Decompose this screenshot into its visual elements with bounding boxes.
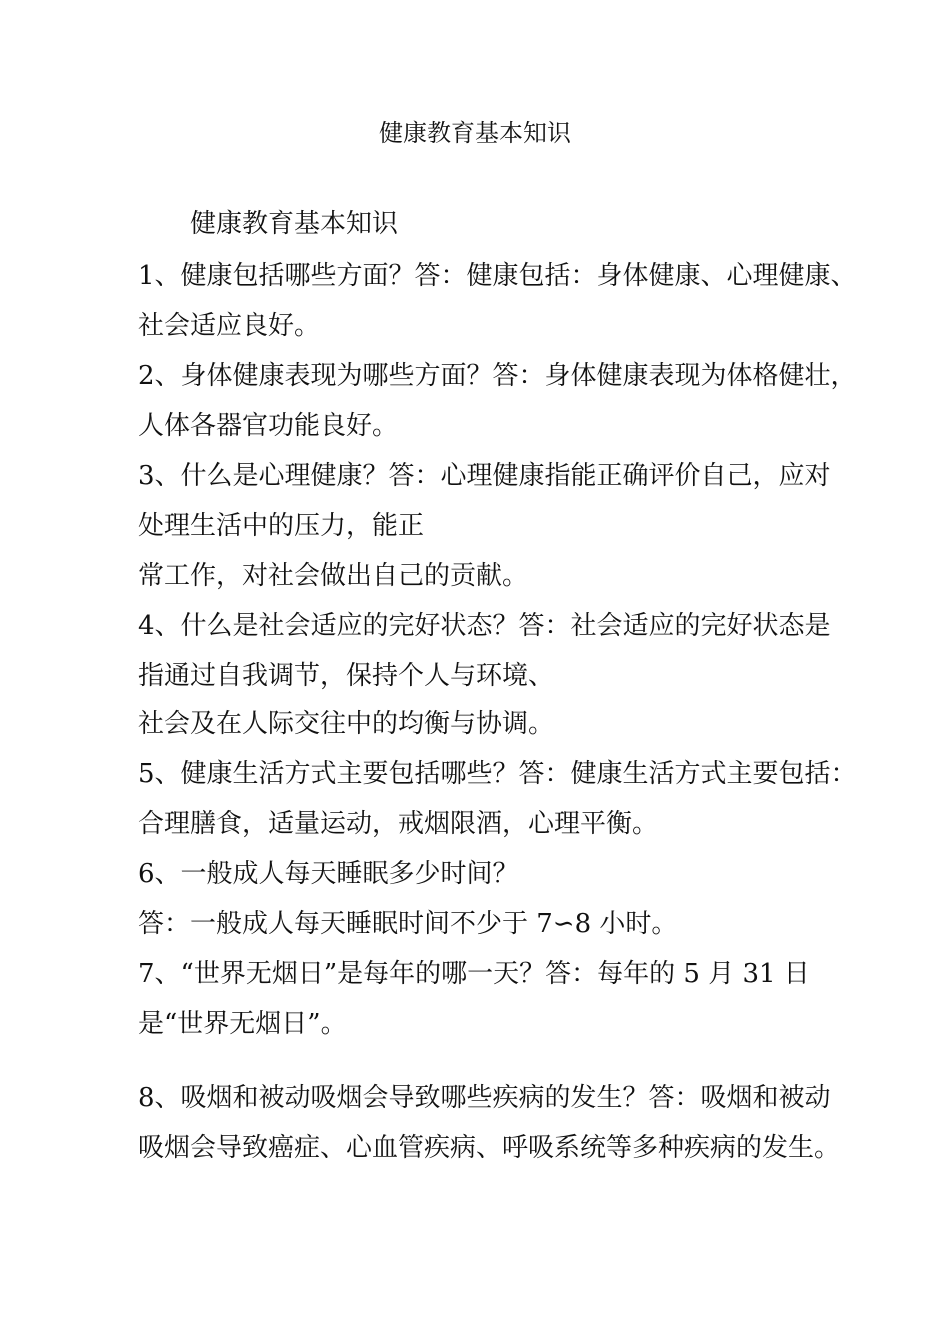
text-line-a5: 合理膳食，适量运动，戒烟限酒，心理平衡。 [138, 809, 659, 839]
text-line-a6: 答：一般成人每天睡眠时间不少于 7∽8 小时。 [138, 909, 678, 939]
text-line-q6: 6、一般成人每天睡眠多少时间？ [138, 859, 519, 889]
text-line-q1: 1、健康包括哪些方面？答：健康包括：身体健康、心理健康、 [138, 261, 857, 291]
text-line-q3: 3、什么是心理健康？答：心理健康指能正确评价自己，应对 [138, 461, 831, 491]
text-line-a2: 人体各器官功能良好。 [138, 411, 399, 441]
document-subtitle: 健康教育基本知识 [190, 209, 399, 239]
text-line-a3a: 处理生活中的压力，能正 [138, 511, 425, 541]
text-line-a3b: 常工作，对社会做出自己的贡献。 [138, 561, 529, 591]
text-line-a1: 社会适应良好。 [138, 311, 321, 341]
document-title: 健康教育基本知识 [379, 119, 571, 147]
text-line-q7: 7、“世界无烟日”是每年的哪一天？答：每年的 5 月 31 日 [138, 959, 810, 989]
text-line-a8: 吸烟会导致癌症、心血管疾病、呼吸系统等多种疾病的发生。 [138, 1133, 841, 1163]
text-line-q8: 8、吸烟和被动吸烟会导致哪些疾病的发生？答：吸烟和被动 [138, 1083, 831, 1113]
text-line-q2: 2、身体健康表现为哪些方面？答：身体健康表现为体格健壮， [138, 361, 857, 391]
text-line-q4: 4、什么是社会适应的完好状态？答：社会适应的完好状态是 [138, 611, 831, 641]
text-line-a4a: 指通过自我调节，保持个人与环境、 [138, 661, 555, 691]
text-line-a7: 是“世界无烟日”。 [138, 1009, 347, 1039]
text-line-q5: 5、健康生活方式主要包括哪些？答：健康生活方式主要包括： [138, 759, 857, 789]
text-line-a4b: 社会及在人际交往中的均衡与协调。 [138, 709, 555, 739]
